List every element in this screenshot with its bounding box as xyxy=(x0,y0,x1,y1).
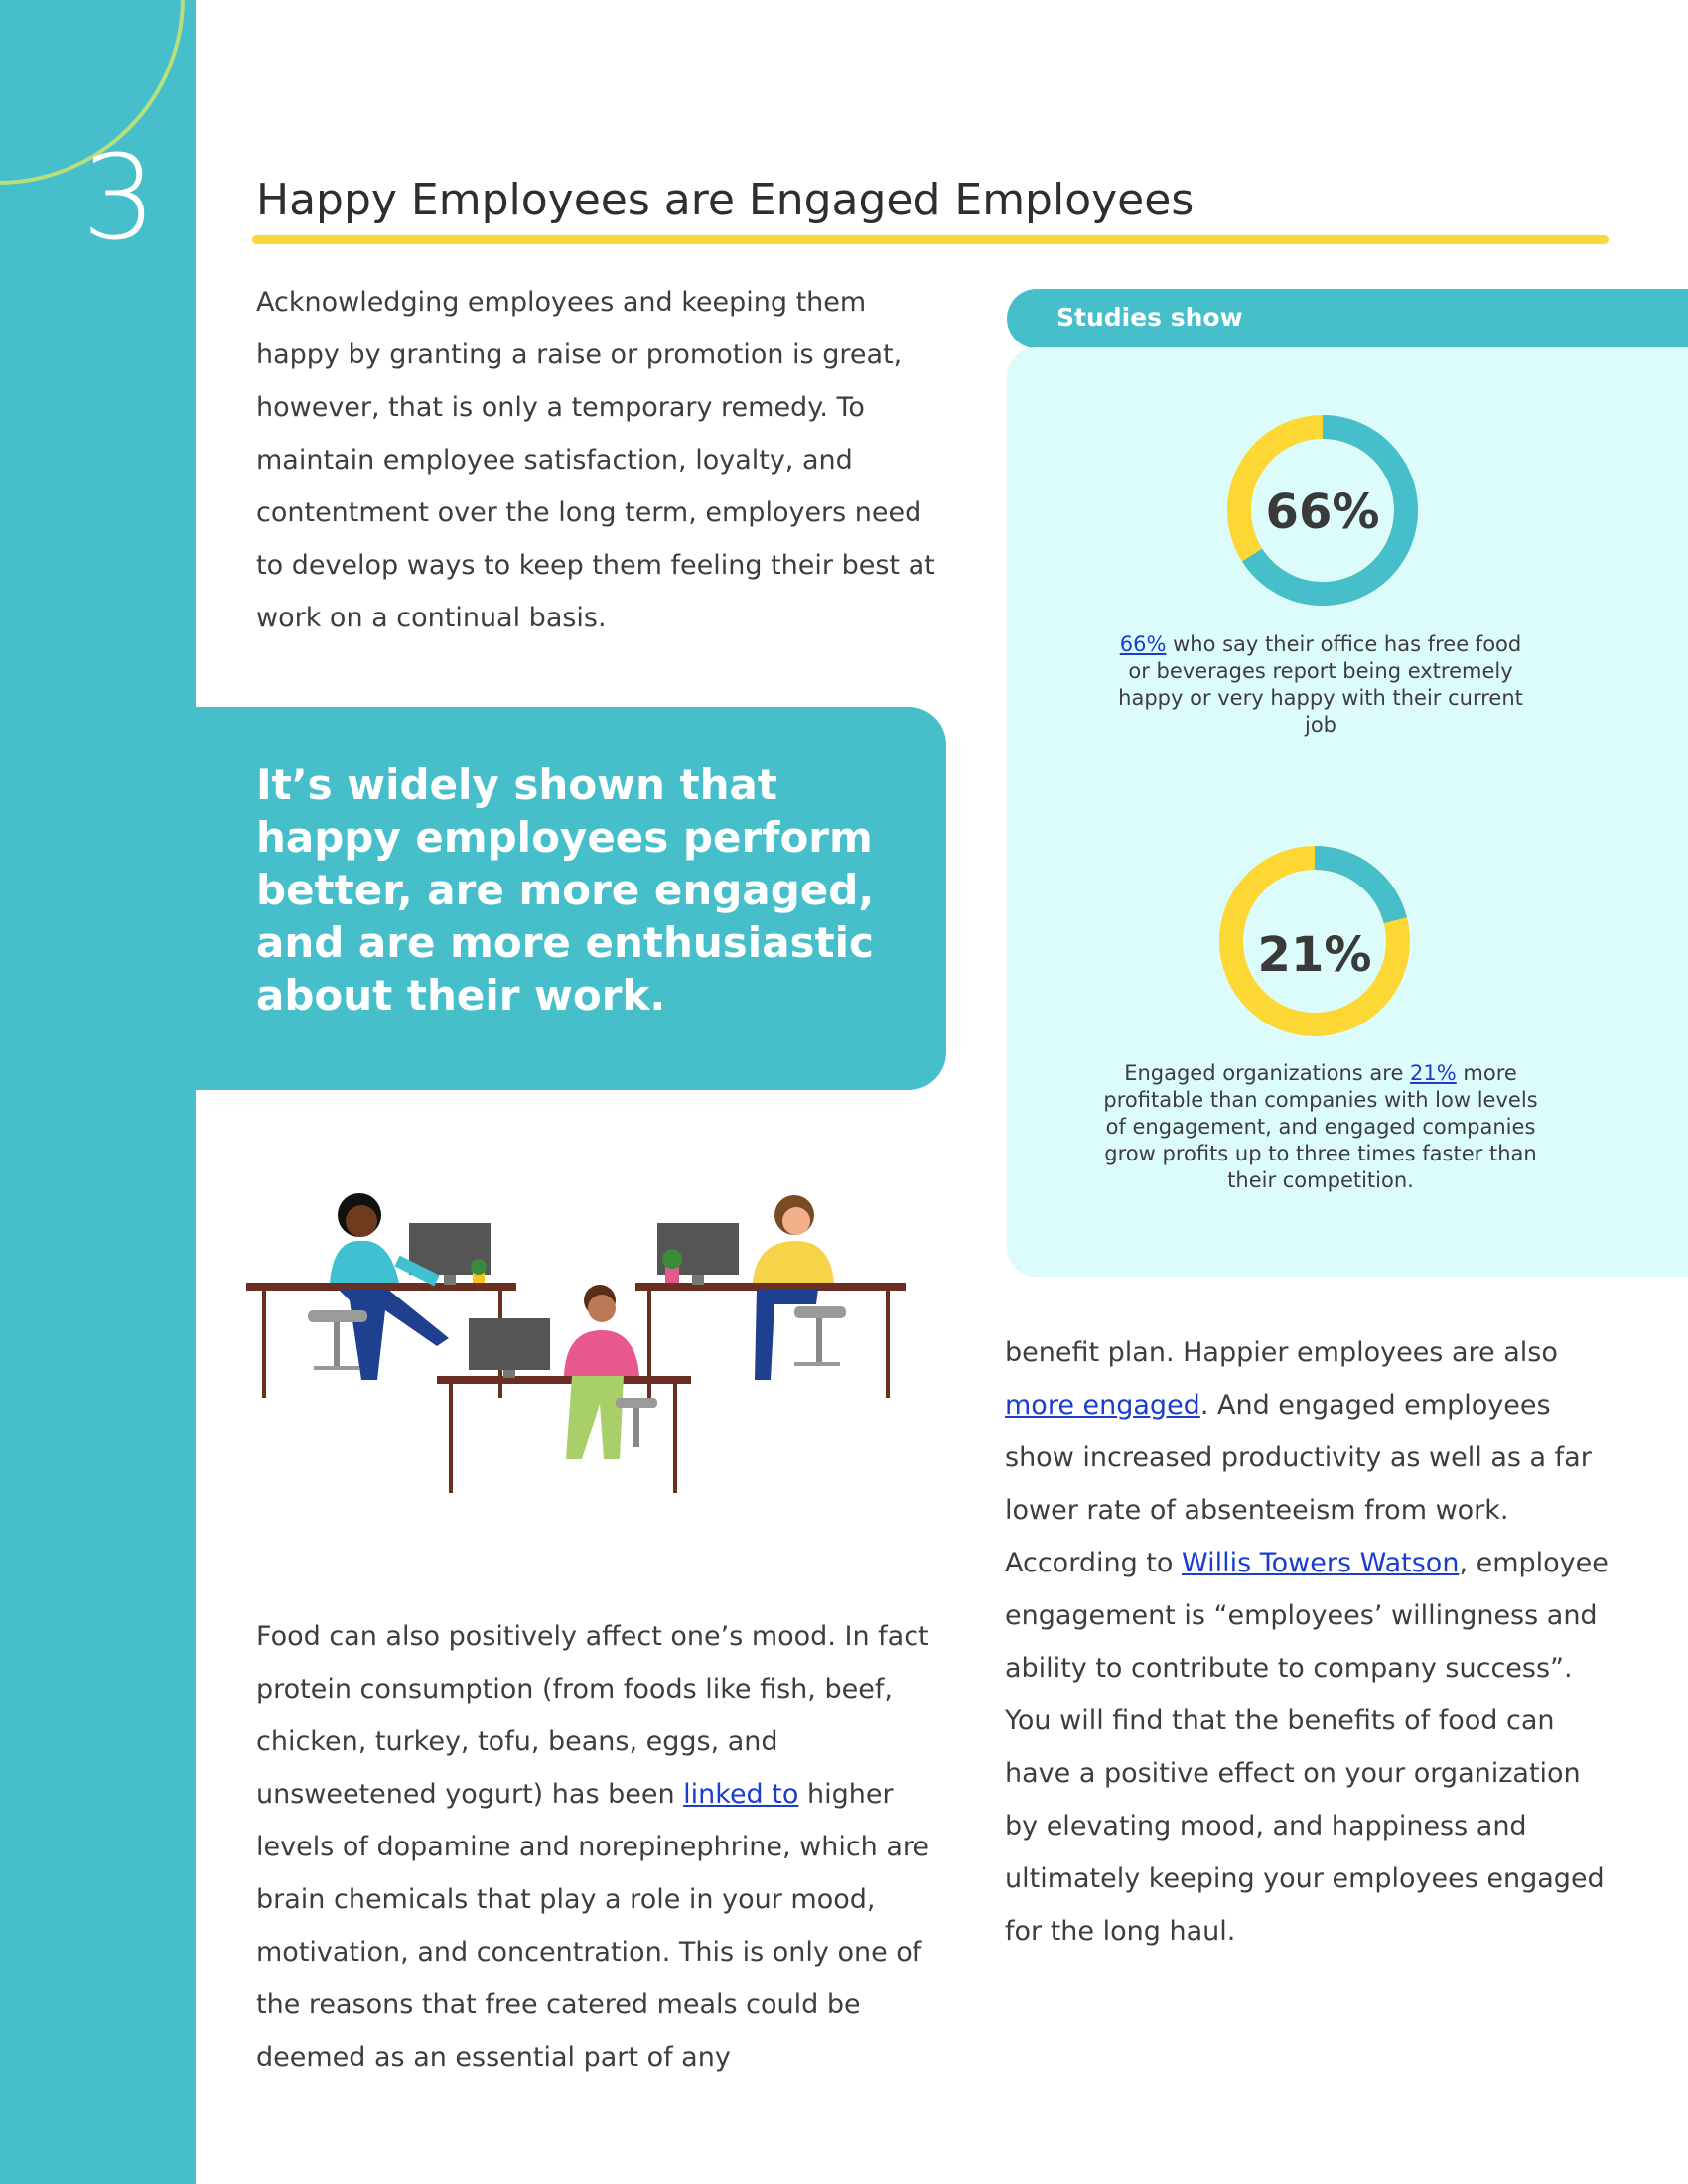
body-right-text-3: , employee engagement is “employees’ willingness and ability to contribute to company success”. You will find that the benefits of food can have a positive effect on your organization by elevating mood, and happiness and ultimately keeping your employees engaged for the long haul. xyxy=(1005,1548,1609,1947)
body-left-text-1: Food can also positively affect one’s mood. In fact protein consumption (from foods like fish, beef, chicken, turkey, tofu, beans, eggs, and unsweetened yogurt) has been xyxy=(256,1621,929,1810)
stat-66-value: 66% xyxy=(1265,484,1380,540)
stat-66-caption-link[interactable]: 66% xyxy=(1119,632,1167,656)
donut-21-arc xyxy=(1315,858,1395,920)
sidebar-band xyxy=(0,0,196,2184)
intro-paragraph: Acknowledging employees and keeping them happy by granting a raise or promotion is great, however, that is only a temporary remedy. To maintain employee satisfaction, loyalty, and contentment over the long term, employers need to develop ways to keep them feeling their best at work on a continual basis. xyxy=(256,287,935,633)
studies-label: Studies show xyxy=(1056,303,1243,332)
body-right-text-1: benefit plan. Happier employees are also xyxy=(1005,1337,1558,1368)
willis-towers-watson-link[interactable]: Willis Towers Watson xyxy=(1182,1548,1460,1578)
body-left-text-2: higher levels of dopamine and norepinephrine, which are brain chemicals that play a role in your mood, motivation, and concentration. This is only one of the reasons that free catered meals could be deemed as an essential part of any xyxy=(256,1779,930,2073)
stat-66-caption-text: who say their office has free food or beverages report being extremely happy or very happy with their current job xyxy=(1118,632,1523,737)
body-paragraph-left xyxy=(256,1610,941,2084)
title-underline xyxy=(252,235,1609,244)
body-right-text-2: . And engaged employees show increased productivity as well as a far lower rate of absenteeism from work. According to xyxy=(1005,1390,1592,1578)
stat-21-caption-before: Engaged organizations are xyxy=(1124,1061,1411,1085)
stat-21-caption-link[interactable]: 21% xyxy=(1410,1061,1457,1085)
pull-quote: It’s widely shown that happy employees perform better, are more engaged, and are more enthusiastic about their work. xyxy=(256,760,875,1020)
stat-21-value: 21% xyxy=(1257,927,1372,983)
stat-66-caption xyxy=(1112,631,1529,739)
stat-21-caption-after: more profitable than companies with low levels of engagement, and engaged companies grow profits up to three times faster than their competition. xyxy=(1103,1061,1538,1192)
office-workers-illustration xyxy=(238,1171,914,1509)
page-title: Happy Employees are Engaged Employees xyxy=(256,175,1195,225)
linked-to-link[interactable]: linked to xyxy=(683,1779,799,1810)
body-paragraph-right xyxy=(1005,1326,1620,1958)
stat-21-caption xyxy=(1102,1060,1539,1194)
section-number: 3 xyxy=(81,129,157,266)
more-engaged-link[interactable]: more engaged xyxy=(1005,1390,1200,1421)
